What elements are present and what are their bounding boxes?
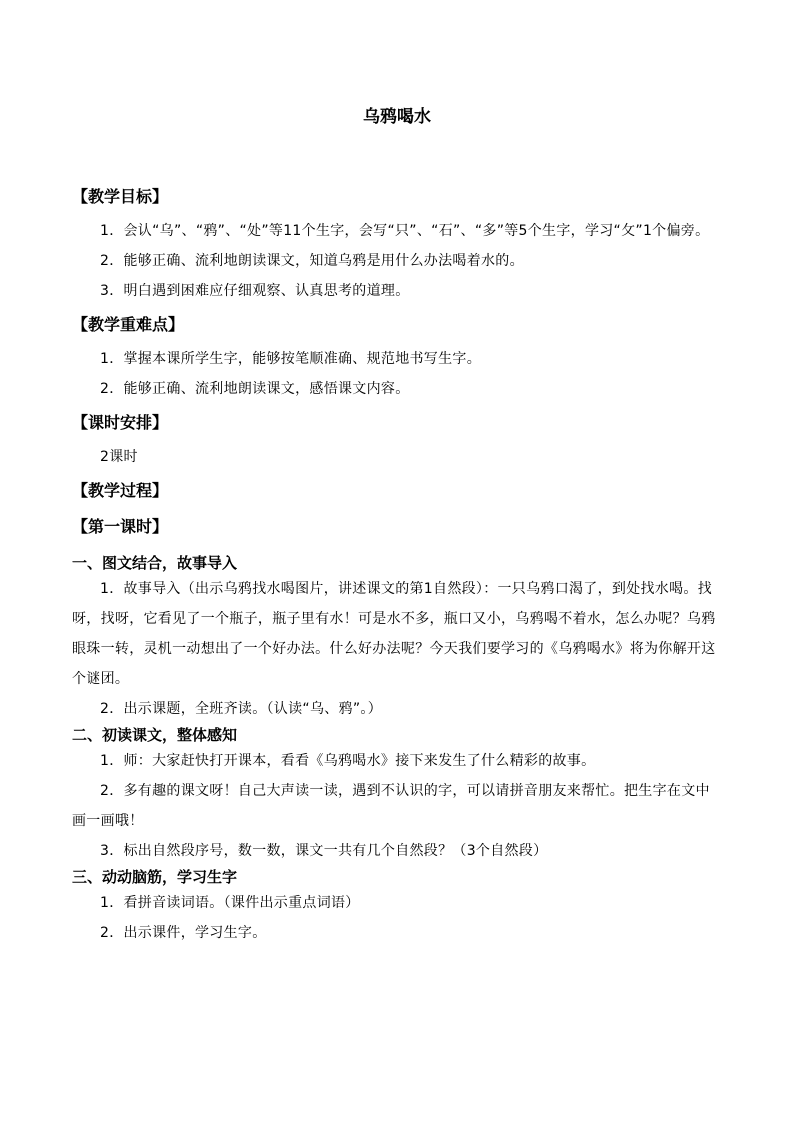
lesson1-part3-item-1: 1．看拼音读词语。（课件出示重点词语）: [100, 895, 360, 911]
goal-item-1: 1．会认“乌”、“鸦”、“处”等11个生字，会写“只”、“石”、“多”等5个生字，学习“攵”1个偏旁。: [100, 223, 710, 239]
section-heading-schedule: 【课时安排】: [72, 413, 169, 432]
schedule-text: 2课时: [100, 449, 138, 465]
section-heading-lesson1: 【第一课时】: [72, 517, 169, 536]
goal-item-2: 2．能够正确、流利地朗读课文，知道乌鸦是用什么办法喝着水的。: [100, 253, 524, 269]
lesson1-part3-title: 三、动动脑筋，学习生字: [72, 868, 238, 886]
document-title: 乌鸦喝水: [363, 107, 431, 127]
key-point-item-2: 2．能够正确、流利地朗读课文，感悟课文内容。: [100, 381, 410, 397]
goal-item-3: 3．明白遇到困难应仔细观察、认真思考的道理。: [100, 283, 410, 299]
lesson1-part2-item-2: 2．多有趣的课文呀！自己大声读一读，遇到不认识的字，可以请拼音朋友来帮忙。把生字在文中画一画哦！: [72, 783, 710, 829]
lesson1-part2-title: 二、初读课文，整体感知: [72, 726, 238, 744]
lesson1-part1-item-1: 1．故事导入（出示乌鸦找水喝图片，讲述课文的第1自然段）：一只乌鸦口渴了，到处找水喝。找呀，找呀，它看见了一个瓶子，瓶子里有水！可是水不多，瓶口又小，乌鸦喝不着水，怎么办呢？乌鸦眼珠一转，灵机一动想出了一个好办法。什么好办法呢？今天我们要学习的《乌鸦喝水》将为你解开这个谜团。: [72, 581, 716, 687]
lesson1-part3-item-2: 2．出示课件，学习生字。: [100, 925, 267, 941]
lesson1-part1-title: 一、图文结合，故事导入: [72, 554, 238, 572]
section-heading-goals: 【教学目标】: [72, 187, 169, 206]
section-heading-key-points: 【教学重难点】: [72, 315, 185, 334]
document-body: [72, 186, 722, 948]
lesson1-part1-item-2: 2．出示课题，全班齐读。（认读“乌、鸦”。）: [100, 701, 383, 717]
lesson1-part2-item-1: 1．师：大家赶快打开课本，看看《乌鸦喝水》接下来发生了什么精彩的故事。: [100, 753, 596, 769]
lesson1-part2-item-3: 3．标出自然段序号，数一数，课文一共有几个自然段？（3个自然段）: [100, 843, 548, 859]
section-heading-process: 【教学过程】: [72, 481, 169, 500]
key-point-item-1: 1．掌握本课所学生字，能够按笔顺准确、规范地书写生字。: [100, 351, 482, 367]
